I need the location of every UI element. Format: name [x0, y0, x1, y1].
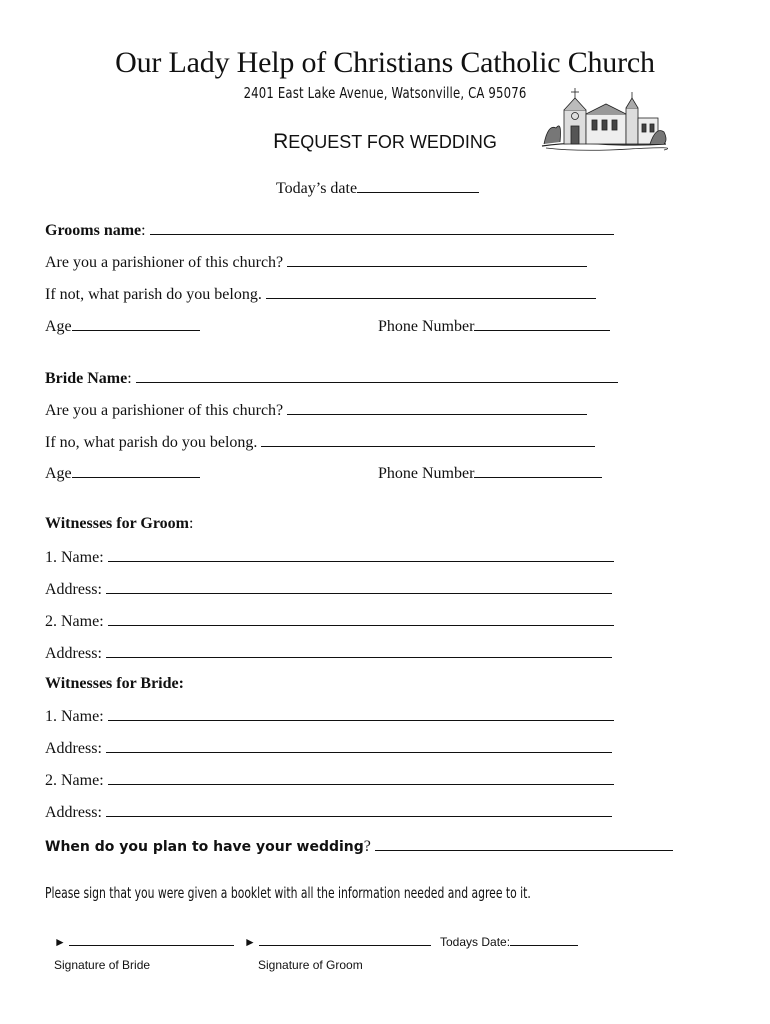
groom-witness1-name-field[interactable]	[108, 547, 614, 562]
groom-parishioner-row	[45, 252, 587, 272]
bride-age-field[interactable]	[72, 463, 200, 478]
signature-date-field[interactable]	[510, 935, 578, 946]
groom-parish-field[interactable]	[266, 284, 596, 299]
bride-phone-label: Phone Number	[378, 465, 475, 482]
groom-name-row: Grooms name:	[45, 220, 614, 240]
groom-parishioner-field[interactable]	[287, 252, 587, 267]
groom-name-label: Grooms name	[45, 222, 142, 239]
groom-parish-row	[45, 284, 596, 304]
arrow-right-icon: ►	[54, 935, 66, 949]
groom-witness2-address-field[interactable]	[106, 643, 612, 658]
bride-phone-row	[378, 463, 602, 483]
bride-witness1-address-field[interactable]	[106, 738, 612, 753]
bride-witness2-address-row	[45, 802, 612, 822]
bride-parishioner-question: Are you a parishioner of this church?	[45, 402, 284, 419]
witnesses-bride-label: Witnesses for Bride:	[45, 675, 184, 692]
witnesses-groom-heading: Witnesses for Groom:	[45, 515, 194, 532]
church-title: Our Lady Help of Christians Catholic Church	[115, 46, 655, 79]
bride-witness2-address-label: Address:	[45, 804, 102, 821]
bride-witness2-name-field[interactable]	[108, 770, 614, 785]
bride-witness1-address-row	[45, 738, 612, 758]
wedding-date-question: When do you plan to have your wedding	[45, 839, 364, 855]
bride-phone-field[interactable]	[474, 463, 602, 478]
groom-signature-row	[244, 935, 431, 949]
groom-age-field[interactable]	[72, 316, 200, 331]
groom-witness1-name-row	[45, 547, 614, 567]
bride-signature-row	[54, 935, 234, 949]
witnesses-bride-heading	[45, 675, 184, 693]
church-address: 2401 East Lake Avenue, Watsonville, CA 95076	[243, 84, 527, 102]
todays-date-field[interactable]	[357, 178, 479, 193]
bride-signature-field[interactable]	[69, 935, 234, 946]
bride-witness1-address-label: Address:	[45, 740, 102, 757]
bride-witness2-address-field[interactable]	[106, 802, 612, 817]
wedding-date-field[interactable]	[375, 836, 673, 851]
bride-signature-caption: Signature of Bride	[54, 958, 151, 972]
wedding-date-row: When do you plan to have your wedding?	[45, 836, 673, 856]
form-title-rest: EQUEST FOR WEDDING	[288, 132, 497, 152]
sign-instructions: Please sign that you were given a booklet with all the information needed and agree to it.	[45, 884, 531, 902]
bride-parishioner-row	[45, 400, 587, 420]
groom-age-row	[45, 316, 200, 336]
bride-witness1-name-field[interactable]	[108, 706, 614, 721]
bride-witness2-name-label: 2. Name:	[45, 772, 104, 789]
bride-name-field[interactable]	[136, 368, 618, 383]
signature-date-label: Todays Date:	[440, 935, 511, 949]
groom-signature-caption: Signature of Groom	[258, 958, 363, 972]
groom-witness2-name-field[interactable]	[108, 611, 614, 626]
groom-witness2-name-row	[45, 611, 614, 631]
groom-witness1-name-label: 1. Name:	[45, 549, 104, 566]
bride-parishioner-field[interactable]	[287, 400, 587, 415]
groom-parishioner-question: Are you a parishioner of this church?	[45, 254, 284, 271]
bride-witness1-name-row	[45, 706, 614, 726]
groom-witness1-address-label: Address:	[45, 581, 102, 598]
bride-witness2-name-row	[45, 770, 614, 790]
groom-parish-question: If not, what parish do you belong.	[45, 286, 262, 303]
groom-witness1-address-row	[45, 579, 612, 599]
todays-date-row	[276, 178, 479, 198]
groom-age-label: Age	[45, 318, 72, 335]
bride-name-row: Bride Name:	[45, 368, 618, 388]
groom-name-field[interactable]	[150, 220, 614, 235]
groom-witness2-name-label: 2. Name:	[45, 613, 104, 630]
bride-witness1-name-label: 1. Name:	[45, 708, 104, 725]
form-title	[0, 130, 770, 154]
groom-phone-field[interactable]	[474, 316, 610, 331]
groom-witness2-address-label: Address:	[45, 645, 102, 662]
signature-date-row	[440, 935, 578, 949]
groom-phone-label: Phone Number	[378, 318, 475, 335]
form-title-initial: R	[273, 130, 289, 153]
bride-name-label: Bride Name	[45, 370, 128, 387]
groom-witness2-address-row	[45, 643, 612, 663]
arrow-right-icon: ►	[244, 935, 256, 949]
groom-witness1-address-field[interactable]	[106, 579, 612, 594]
groom-phone-row	[378, 316, 610, 336]
bride-parish-question: If no, what parish do you belong.	[45, 434, 258, 451]
bride-age-label: Age	[45, 465, 72, 482]
witnesses-groom-label: Witnesses for Groom	[45, 515, 189, 532]
bride-age-row	[45, 463, 200, 483]
bride-parish-row	[45, 432, 595, 452]
bride-parish-field[interactable]	[261, 432, 595, 447]
todays-date-label: Today’s date	[276, 180, 358, 197]
groom-signature-field[interactable]	[259, 935, 431, 946]
